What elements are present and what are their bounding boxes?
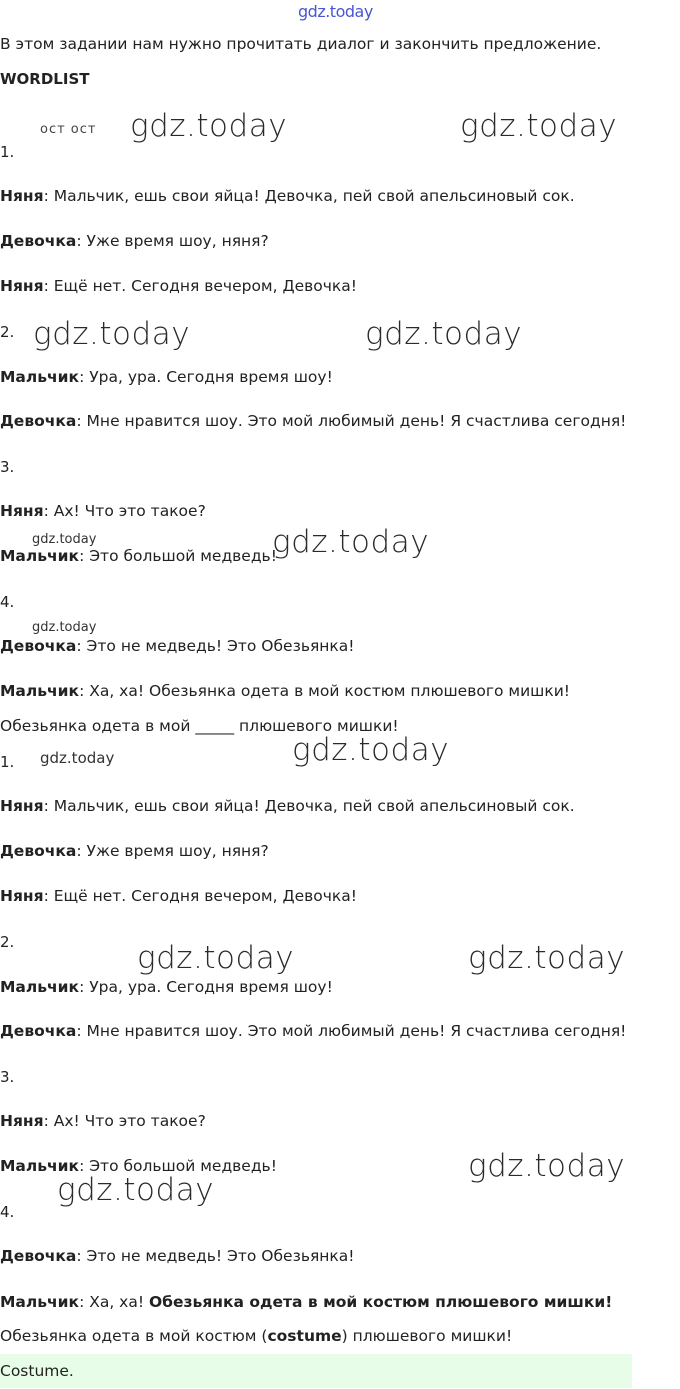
line-text: : Ах! Что это такое?	[43, 1112, 206, 1130]
watermark: gdz.today	[272, 524, 430, 560]
final-sentence-part: Обезьянка одета в мой костюм (	[0, 1327, 268, 1345]
dialog-line	[0, 1292, 612, 1312]
wordlist-heading: WORDLIST	[0, 70, 90, 88]
speaker-girl: Девочка	[0, 637, 77, 655]
dialog-line	[0, 276, 357, 296]
dialog-line	[0, 977, 333, 997]
answer-word: costume	[267, 1327, 342, 1345]
line-text: : Ура, ура. Сегодня время шоу!	[79, 368, 333, 386]
speaker-nanny: Няня	[0, 277, 44, 295]
dialog-line	[0, 501, 206, 521]
answer-text: Costume.	[0, 1362, 74, 1380]
dialog-line	[0, 411, 626, 431]
speaker-nanny: Няня	[0, 797, 44, 815]
speaker-nanny: Няня	[0, 1112, 44, 1130]
final-sentence-part: ) плюшевого мишки!	[341, 1327, 513, 1345]
speaker-girl: Девочка	[0, 842, 77, 860]
speaker-girl: Девочка	[0, 1022, 77, 1040]
watermark: gdz.today	[32, 532, 97, 547]
watermark: gdz.today	[468, 940, 626, 976]
line-text: : Ещё нет. Сегодня вечером, Девочка!	[43, 887, 357, 905]
number-3: 3.	[0, 1068, 15, 1086]
watermark: gdz.today	[137, 940, 295, 976]
watermark: gdz.today	[32, 620, 97, 635]
line-text: : Это большой медведь!	[79, 547, 277, 565]
wordlist-partial: ост ост	[40, 122, 97, 137]
speaker-boy: Мальчик	[0, 368, 80, 386]
speaker-girl: Девочка	[0, 412, 77, 430]
number-4: 4.	[0, 593, 15, 611]
speaker-boy: Мальчик	[0, 1293, 80, 1311]
number-3: 3.	[0, 458, 15, 476]
watermark: gdz.today	[130, 108, 288, 144]
watermark: gdz.today	[40, 749, 115, 767]
watermark: gdz.today	[33, 316, 191, 352]
dialog-line	[0, 681, 570, 701]
speaker-boy: Мальчик	[0, 978, 80, 996]
dialog-line	[0, 367, 333, 387]
line-text: : Ещё нет. Сегодня вечером, Девочка!	[43, 277, 357, 295]
number-4: 4.	[0, 1203, 15, 1221]
speaker-boy: Мальчик	[0, 682, 80, 700]
number-2: 2.	[0, 933, 15, 951]
speaker-nanny: Няня	[0, 887, 44, 905]
speaker-nanny: Няня	[0, 187, 44, 205]
final-sentence	[0, 1326, 512, 1346]
line-text: : Это не медведь! Это Обезьянка!	[76, 637, 355, 655]
dialog-line	[0, 636, 355, 656]
speaker-boy: Мальчик	[0, 1157, 80, 1175]
highlighted-sentence: Обезьянка одета в мой костюм плюшевого мишки!	[149, 1293, 613, 1311]
line-text: : Мальчик, ешь свои яйца! Девочка, пей свой апельсиновый сок.	[43, 187, 575, 205]
line-text: : Ура, ура. Сегодня время шоу!	[79, 978, 333, 996]
line-text: : Это не медведь! Это Обезьянка!	[76, 1247, 355, 1265]
task-sentence: Обезьянка одета в мой _____ плюшевого мишки!	[0, 717, 399, 735]
line-text: : Уже время шоу, няня?	[76, 232, 269, 250]
speaker-girl: Девочка	[0, 232, 77, 250]
speaker-girl: Девочка	[0, 1247, 77, 1265]
line-text: : Ха, ха!	[79, 1293, 149, 1311]
line-text: : Мне нравится шоу. Это мой любимый день! Я счастлива сегодня!	[76, 1022, 627, 1040]
dialog-line	[0, 186, 575, 206]
number-1: 1.	[0, 143, 15, 161]
dialog-line	[0, 546, 277, 566]
line-text: : Это большой медведь!	[79, 1157, 277, 1175]
watermark: gdz.today	[292, 732, 450, 768]
dialog-line	[0, 1246, 355, 1266]
watermark: gdz.today	[460, 108, 618, 144]
dialog-line	[0, 796, 575, 816]
number-1: 1.	[0, 753, 15, 771]
line-text: : Мне нравится шоу. Это мой любимый день! Я счастлива сегодня!	[76, 412, 627, 430]
line-text: : Уже время шоу, няня?	[76, 842, 269, 860]
dialog-line	[0, 886, 357, 906]
answer-box	[0, 1354, 632, 1388]
watermark: gdz.today	[57, 1172, 215, 1208]
speaker-nanny: Няня	[0, 502, 44, 520]
line-text: : Ха, ха! Обезьянка одета в мой костюм плюшевого мишки!	[79, 682, 570, 700]
watermark: gdz.today	[298, 2, 373, 21]
line-text: : Ах! Что это такое?	[43, 502, 206, 520]
number-2: 2.	[0, 323, 15, 341]
watermark: gdz.today	[365, 316, 523, 352]
watermark: gdz.today	[468, 1148, 626, 1184]
dialog-line	[0, 1111, 206, 1131]
dialog-line	[0, 1021, 626, 1041]
speaker-boy: Мальчик	[0, 547, 80, 565]
dialog-line	[0, 231, 269, 251]
line-text: : Мальчик, ешь свои яйца! Девочка, пей свой апельсиновый сок.	[43, 797, 575, 815]
dialog-line	[0, 841, 269, 861]
intro-text: В этом задании нам нужно прочитать диалог и закончить предложение.	[0, 35, 602, 53]
